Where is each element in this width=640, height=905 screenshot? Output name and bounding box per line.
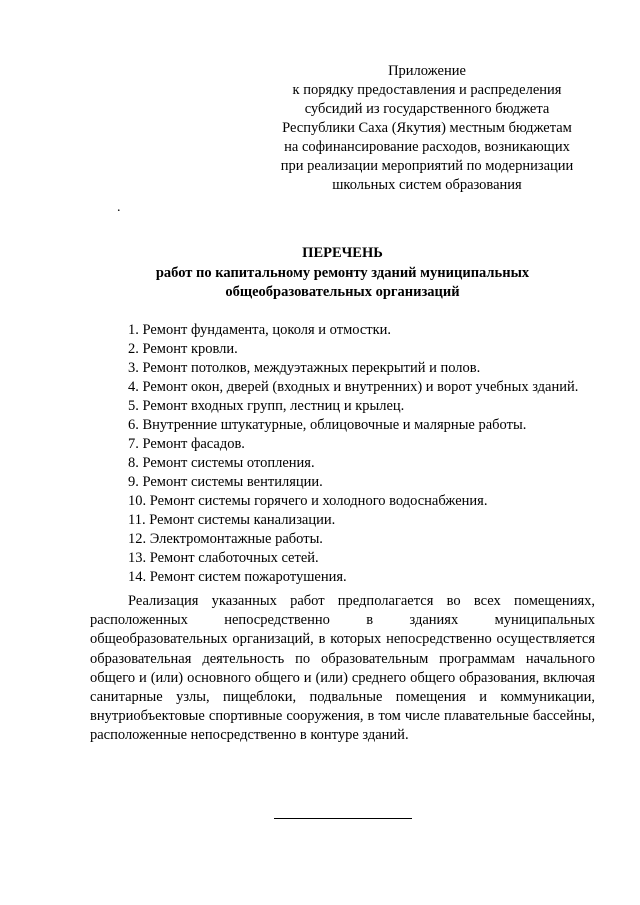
- document-subtitle-line: работ по капитальному ремонту зданий муниципальных: [155, 265, 530, 281]
- list-item: 4. Ремонт окон, дверей (входных и внутренних) и ворот учебных зданий.: [128, 379, 579, 395]
- list-item: 14. Ремонт систем пожаротушения.: [128, 569, 347, 585]
- list-item: 9. Ремонт системы вентиляции.: [128, 474, 323, 490]
- body-paragraph: Реализация указанных работ предполагается во всех помещениях, расположенных непосредственно в зданиях муниципальных общеобразовательных организаций, в которых непосредственно осуществляется образовательная деятельность по образовательным программам начального общего и (или) основного общего и (или) среднего общего образования, включая санитарные узлы, пищеблоки, подвальные помещения и коммуникации, внутриобъектовые спортивные сооружения, в том числе плавательные бассейны, расположенные непосредственно в контуре зданий.: [90, 593, 595, 744]
- list-item: 7. Ремонт фасадов.: [128, 436, 245, 452]
- list-item: 2. Ремонт кровли.: [128, 341, 238, 357]
- closing-divider: [274, 818, 412, 819]
- list-item: 11. Ремонт системы канализации.: [128, 512, 336, 528]
- list-item: 1. Ремонт фундамента, цоколя и отмостки.: [128, 322, 392, 338]
- appendix-line: Республики Саха (Якутия) местным бюджетам: [282, 120, 572, 136]
- appendix-line: к порядку предоставления и распределения: [292, 82, 562, 98]
- appendix-header: [262, 62, 592, 195]
- list-item: 13. Ремонт слаботочных сетей.: [128, 550, 319, 566]
- list-item: 3. Ремонт потолков, междуэтажных перекрытий и полов.: [128, 360, 481, 376]
- list-item: 5. Ремонт входных групп, лестниц и крылец.: [128, 398, 405, 414]
- appendix-line: субсидий из государственного бюджета: [304, 101, 550, 117]
- list-item: 12. Электромонтажные работы.: [128, 531, 323, 547]
- appendix-line: Приложение: [388, 63, 466, 79]
- appendix-line: школьных систем образования: [332, 177, 522, 193]
- document-title-block: [90, 244, 595, 302]
- list-item: 8. Ремонт системы отопления.: [128, 455, 315, 471]
- list-item: 6. Внутренние штукатурные, облицовочные и малярные работы.: [128, 417, 527, 433]
- stray-mark: .: [117, 200, 121, 215]
- list-item: 10. Ремонт системы горячего и холодного водоснабжения.: [128, 493, 488, 509]
- works-list: [128, 321, 598, 587]
- document-title: ПЕРЕЧЕНЬ: [302, 245, 383, 261]
- appendix-line: на софинансирование расходов, возникающих: [284, 139, 570, 155]
- document-subtitle-line: общеобразовательных организаций: [225, 284, 460, 300]
- appendix-line: при реализации мероприятий по модернизации: [280, 158, 574, 174]
